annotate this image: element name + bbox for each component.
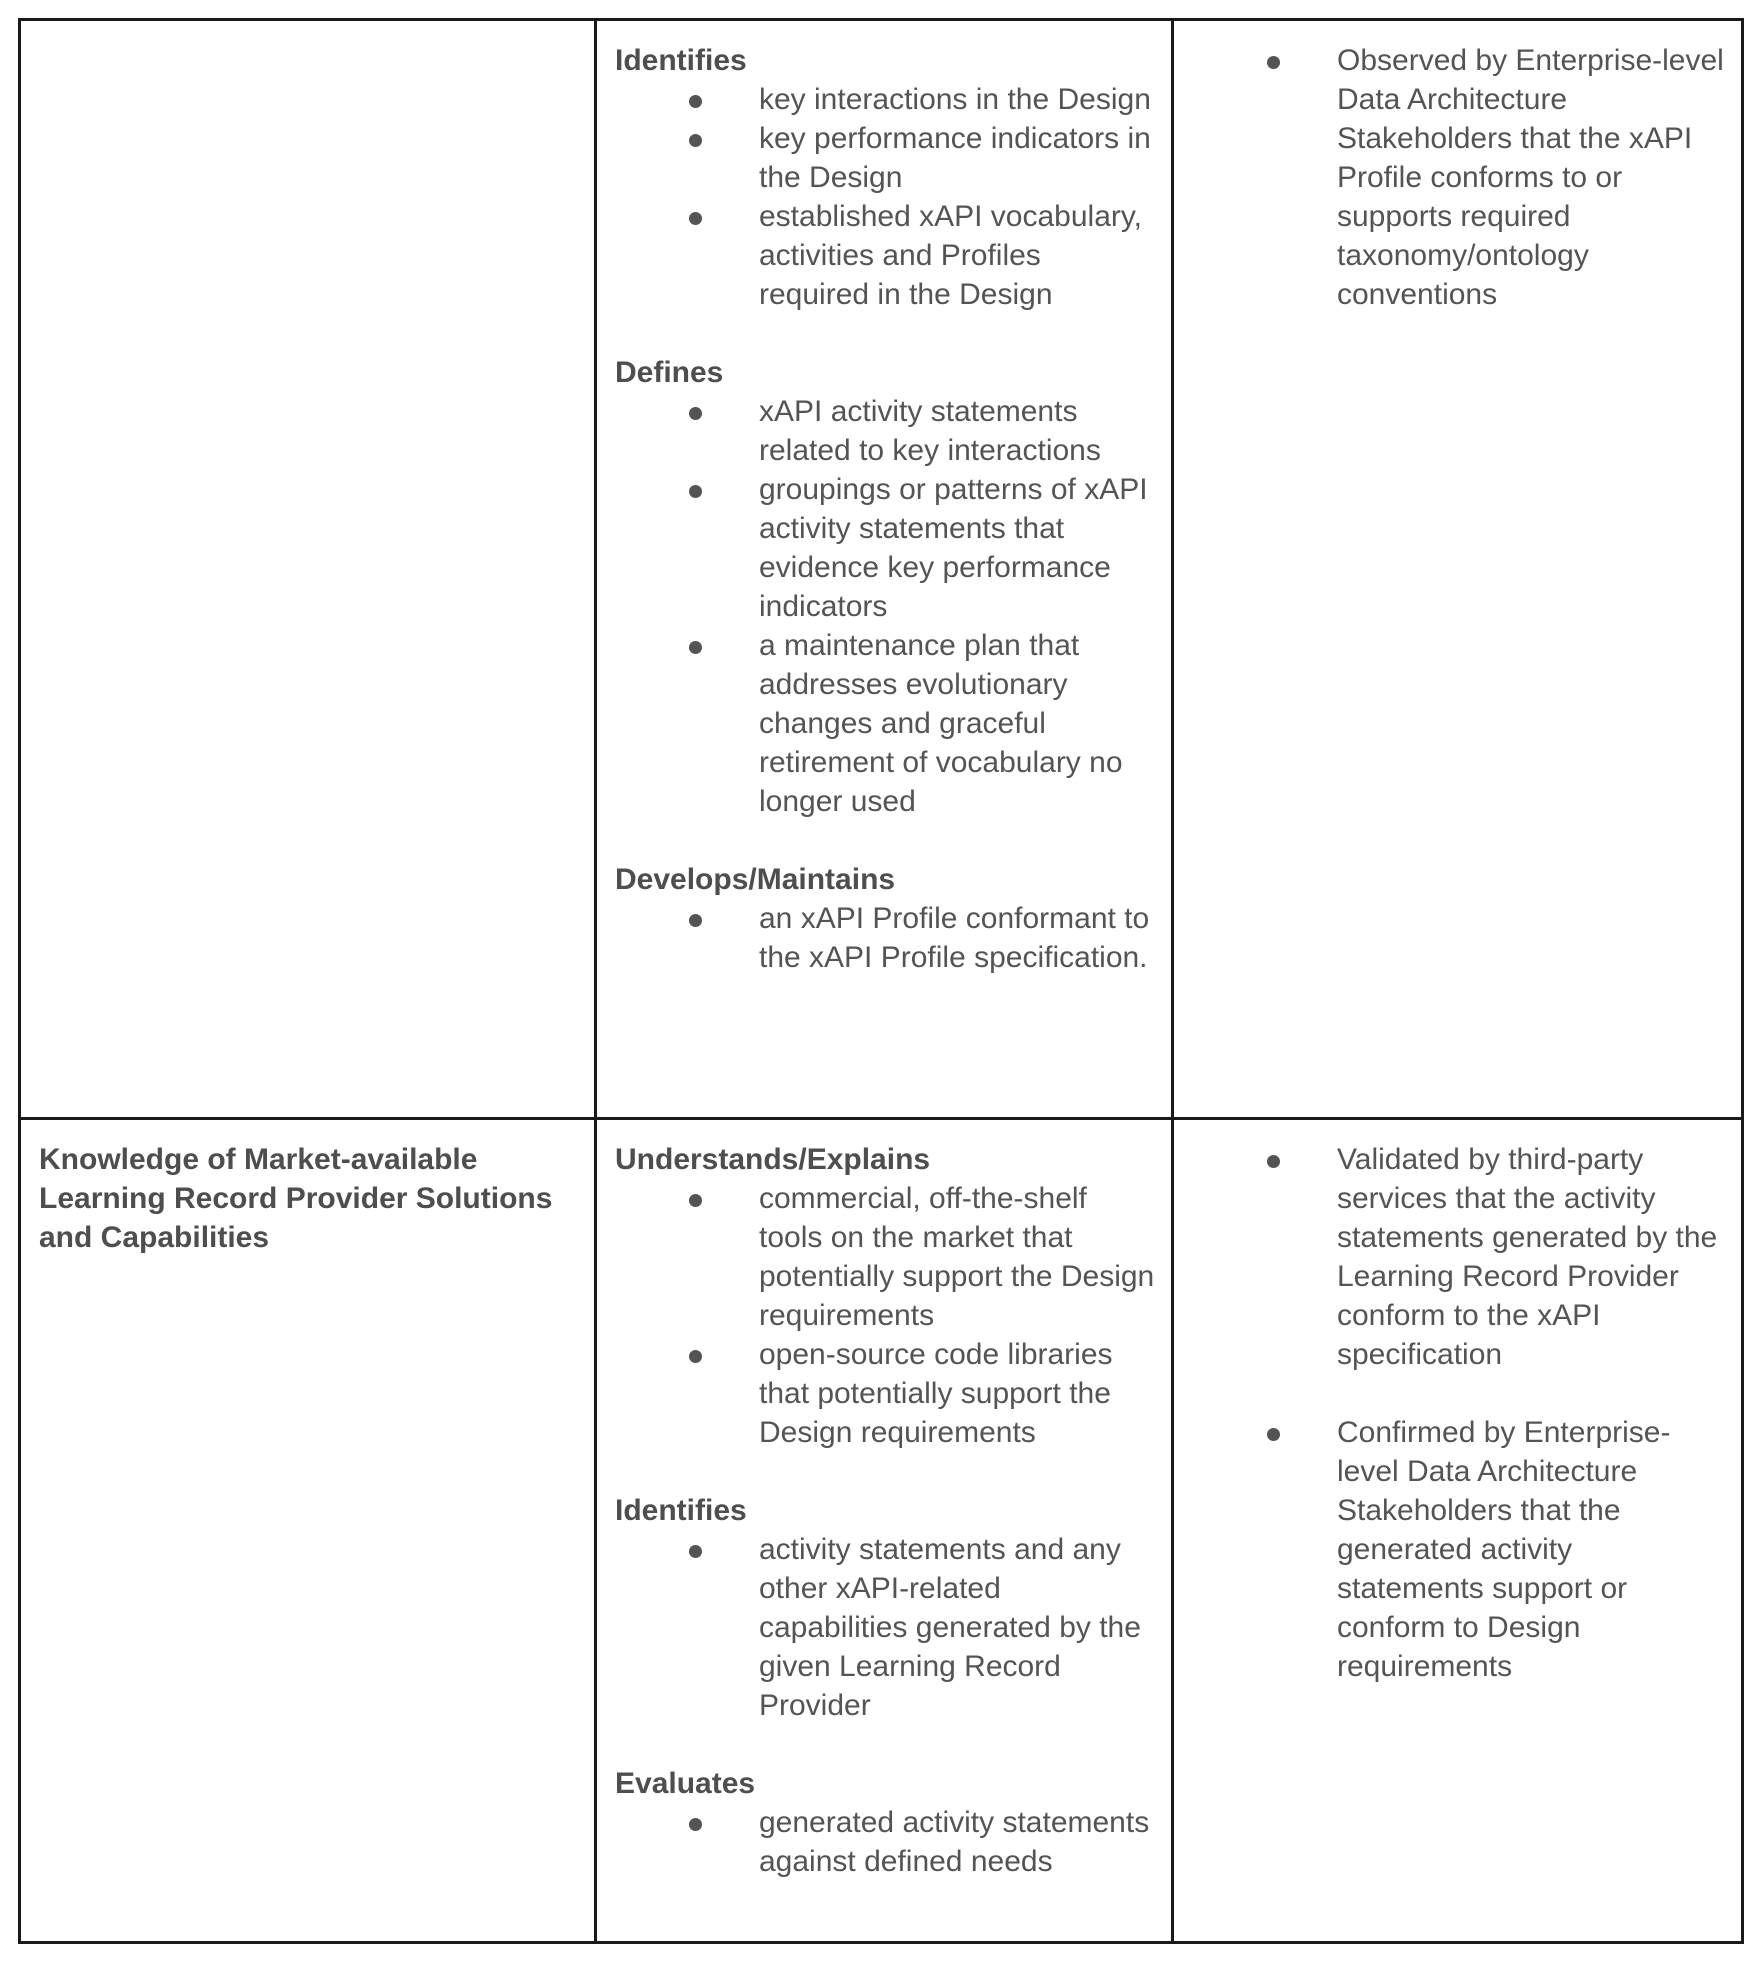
behavior-list: [615, 80, 1155, 314]
list-item: [615, 899, 1155, 977]
list-item: [615, 1335, 1155, 1452]
item-text: activity statements and any other xAPI-related capabilities generated by the given Learning Record Provider: [759, 1533, 1141, 1722]
list-item: [1174, 1413, 1725, 1686]
behavior-list: [615, 1179, 1155, 1452]
behavior-group: [615, 860, 1155, 977]
row-1-skill-cell: [21, 21, 594, 1117]
bullet-icon: [689, 641, 702, 654]
bullet-icon: [689, 485, 702, 498]
behavior-group: [615, 41, 1155, 314]
bullet-icon: [689, 95, 702, 108]
row-2-skill-cell: [21, 1120, 594, 1941]
bullet-icon: [689, 407, 702, 420]
group-heading: Identifies: [615, 1494, 747, 1527]
item-text: Validated by third-party services that the activity statements generated by the Learning Record Provider conform to the xAPI specification: [1337, 1143, 1718, 1371]
item-text: open-source code libraries that potentially support the Design requirements: [759, 1338, 1113, 1449]
item-text: key performance indicators in the Design: [759, 122, 1151, 194]
bullet-icon: [1267, 1428, 1280, 1441]
list-item: [615, 1803, 1155, 1881]
list-item: [615, 392, 1155, 470]
group-heading: Defines: [615, 356, 724, 389]
list-item: [615, 470, 1155, 626]
bullet-icon: [1267, 1155, 1280, 1168]
behavior-list: [615, 899, 1155, 977]
bullet-icon: [689, 1350, 702, 1363]
list-item: [615, 80, 1155, 119]
item-text: established xAPI vocabulary, activities and Profiles required in the Design: [759, 200, 1142, 311]
row-2-evidence-cell: [1174, 1120, 1741, 1941]
row-1-behaviors-cell: [597, 21, 1171, 1117]
list-item: [615, 119, 1155, 197]
list-item: [615, 1179, 1155, 1335]
bullet-icon: [689, 134, 702, 147]
bullet-icon: [689, 914, 702, 927]
group-heading: Understands/Explains: [615, 1143, 931, 1176]
item-text: Confirmed by Enterprise-level Data Architecture Stakeholders that the generated activity statements support or conform to Design requirements: [1337, 1416, 1671, 1683]
item-text: key interactions in the Design: [759, 83, 1151, 116]
bullet-icon: [689, 212, 702, 225]
list-item: [1174, 1140, 1725, 1374]
bullet-icon: [1267, 56, 1280, 69]
skill-title: Knowledge of Market-available Learning Record Provider Solutions and Capabilities: [39, 1143, 553, 1254]
behavior-group: [615, 1491, 1155, 1725]
item-text: generated activity statements against defined needs: [759, 1806, 1150, 1878]
behavior-list: [615, 1530, 1155, 1725]
row-1-evidence-cell: [1174, 21, 1741, 1117]
bullet-icon: [689, 1818, 702, 1831]
list-item: [1174, 41, 1725, 314]
group-heading: Identifies: [615, 44, 747, 77]
group-heading: Develops/Maintains: [615, 863, 896, 896]
bullet-icon: [689, 1194, 702, 1207]
group-heading: Evaluates: [615, 1767, 756, 1800]
competency-table: [18, 18, 1744, 1944]
behavior-list: [615, 392, 1155, 821]
item-text: a maintenance plan that addresses evolutionary changes and graceful retirement of vocabulary no longer used: [759, 629, 1123, 818]
row-2-behaviors-cell: [597, 1120, 1171, 1941]
evidence-list: [1174, 41, 1725, 314]
item-text: commercial, off-the-shelf tools on the market that potentially support the Design requirements: [759, 1182, 1155, 1332]
list-item: [615, 197, 1155, 314]
behavior-group: [615, 1140, 1155, 1452]
behavior-group: [615, 353, 1155, 821]
evidence-list: [1174, 1140, 1725, 1374]
list-item: [615, 1530, 1155, 1725]
bullet-icon: [689, 1545, 702, 1558]
behavior-list: [615, 1803, 1155, 1881]
item-text: xAPI activity statements related to key interactions: [759, 395, 1101, 467]
item-text: an xAPI Profile conformant to the xAPI Profile specification.: [759, 902, 1150, 974]
item-text: groupings or patterns of xAPI activity statements that evidence key performance indicators: [759, 473, 1148, 623]
list-item: [615, 626, 1155, 821]
evidence-list: [1174, 1413, 1725, 1686]
behavior-group: [615, 1764, 1155, 1881]
item-text: Observed by Enterprise-level Data Architecture Stakeholders that the xAPI Profile conforms to or supports required taxonomy/ontology conventions: [1337, 44, 1724, 311]
